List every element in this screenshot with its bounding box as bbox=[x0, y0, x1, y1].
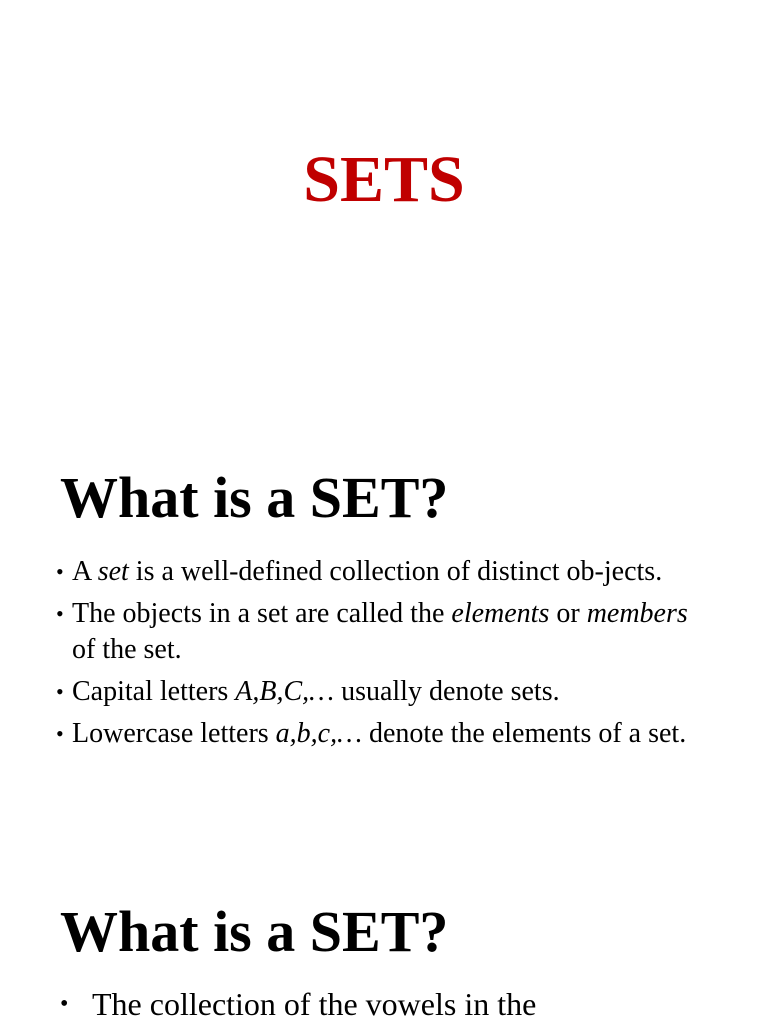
bullet-emphasis: members bbox=[586, 598, 688, 629]
slide-heading: What is a SET? bbox=[60, 899, 449, 964]
bullet-marker: • bbox=[56, 721, 64, 746]
bullet-text: of the set. bbox=[72, 634, 182, 665]
bullet-item bbox=[56, 596, 716, 668]
bullet-text: A bbox=[72, 556, 98, 587]
title-slide bbox=[0, 0, 768, 430]
bullet-list bbox=[56, 554, 716, 758]
bullet-list bbox=[60, 984, 740, 1024]
bullet-emphasis: A,B,C,… bbox=[235, 676, 335, 707]
bullet-item bbox=[56, 554, 716, 590]
bullet-text: is a well-defined collection of distinct ob-jects. bbox=[128, 556, 663, 587]
bullet-text: Lowercase letters bbox=[72, 718, 276, 749]
bullet-text: usually denote sets. bbox=[334, 676, 560, 707]
bullet-text: Capital letters bbox=[72, 676, 236, 707]
slide-heading: What is a SET? bbox=[60, 465, 449, 530]
slide-what-is-a-set-1 bbox=[0, 462, 768, 862]
bullet-item bbox=[60, 984, 740, 1024]
bullet-emphasis: set bbox=[97, 556, 129, 587]
slide-what-is-a-set-2 bbox=[0, 896, 768, 1024]
bullet-marker: • bbox=[60, 991, 69, 1017]
bullet-text: The objects in a set are called the bbox=[72, 598, 452, 629]
bullet-text: or bbox=[549, 598, 587, 629]
bullet-item bbox=[56, 674, 716, 710]
bullet-item bbox=[56, 716, 716, 752]
bullet-emphasis: elements bbox=[451, 598, 550, 629]
bullet-text: denote the elements of a set. bbox=[362, 718, 687, 749]
bullet-marker: • bbox=[56, 679, 64, 704]
slide-title: SETS bbox=[303, 143, 465, 216]
bullet-marker: • bbox=[56, 559, 64, 584]
bullet-text: The collection of the vowels in the bbox=[92, 986, 537, 1022]
bullet-marker: • bbox=[56, 601, 64, 626]
bullet-emphasis: a,b,c,… bbox=[275, 718, 362, 749]
